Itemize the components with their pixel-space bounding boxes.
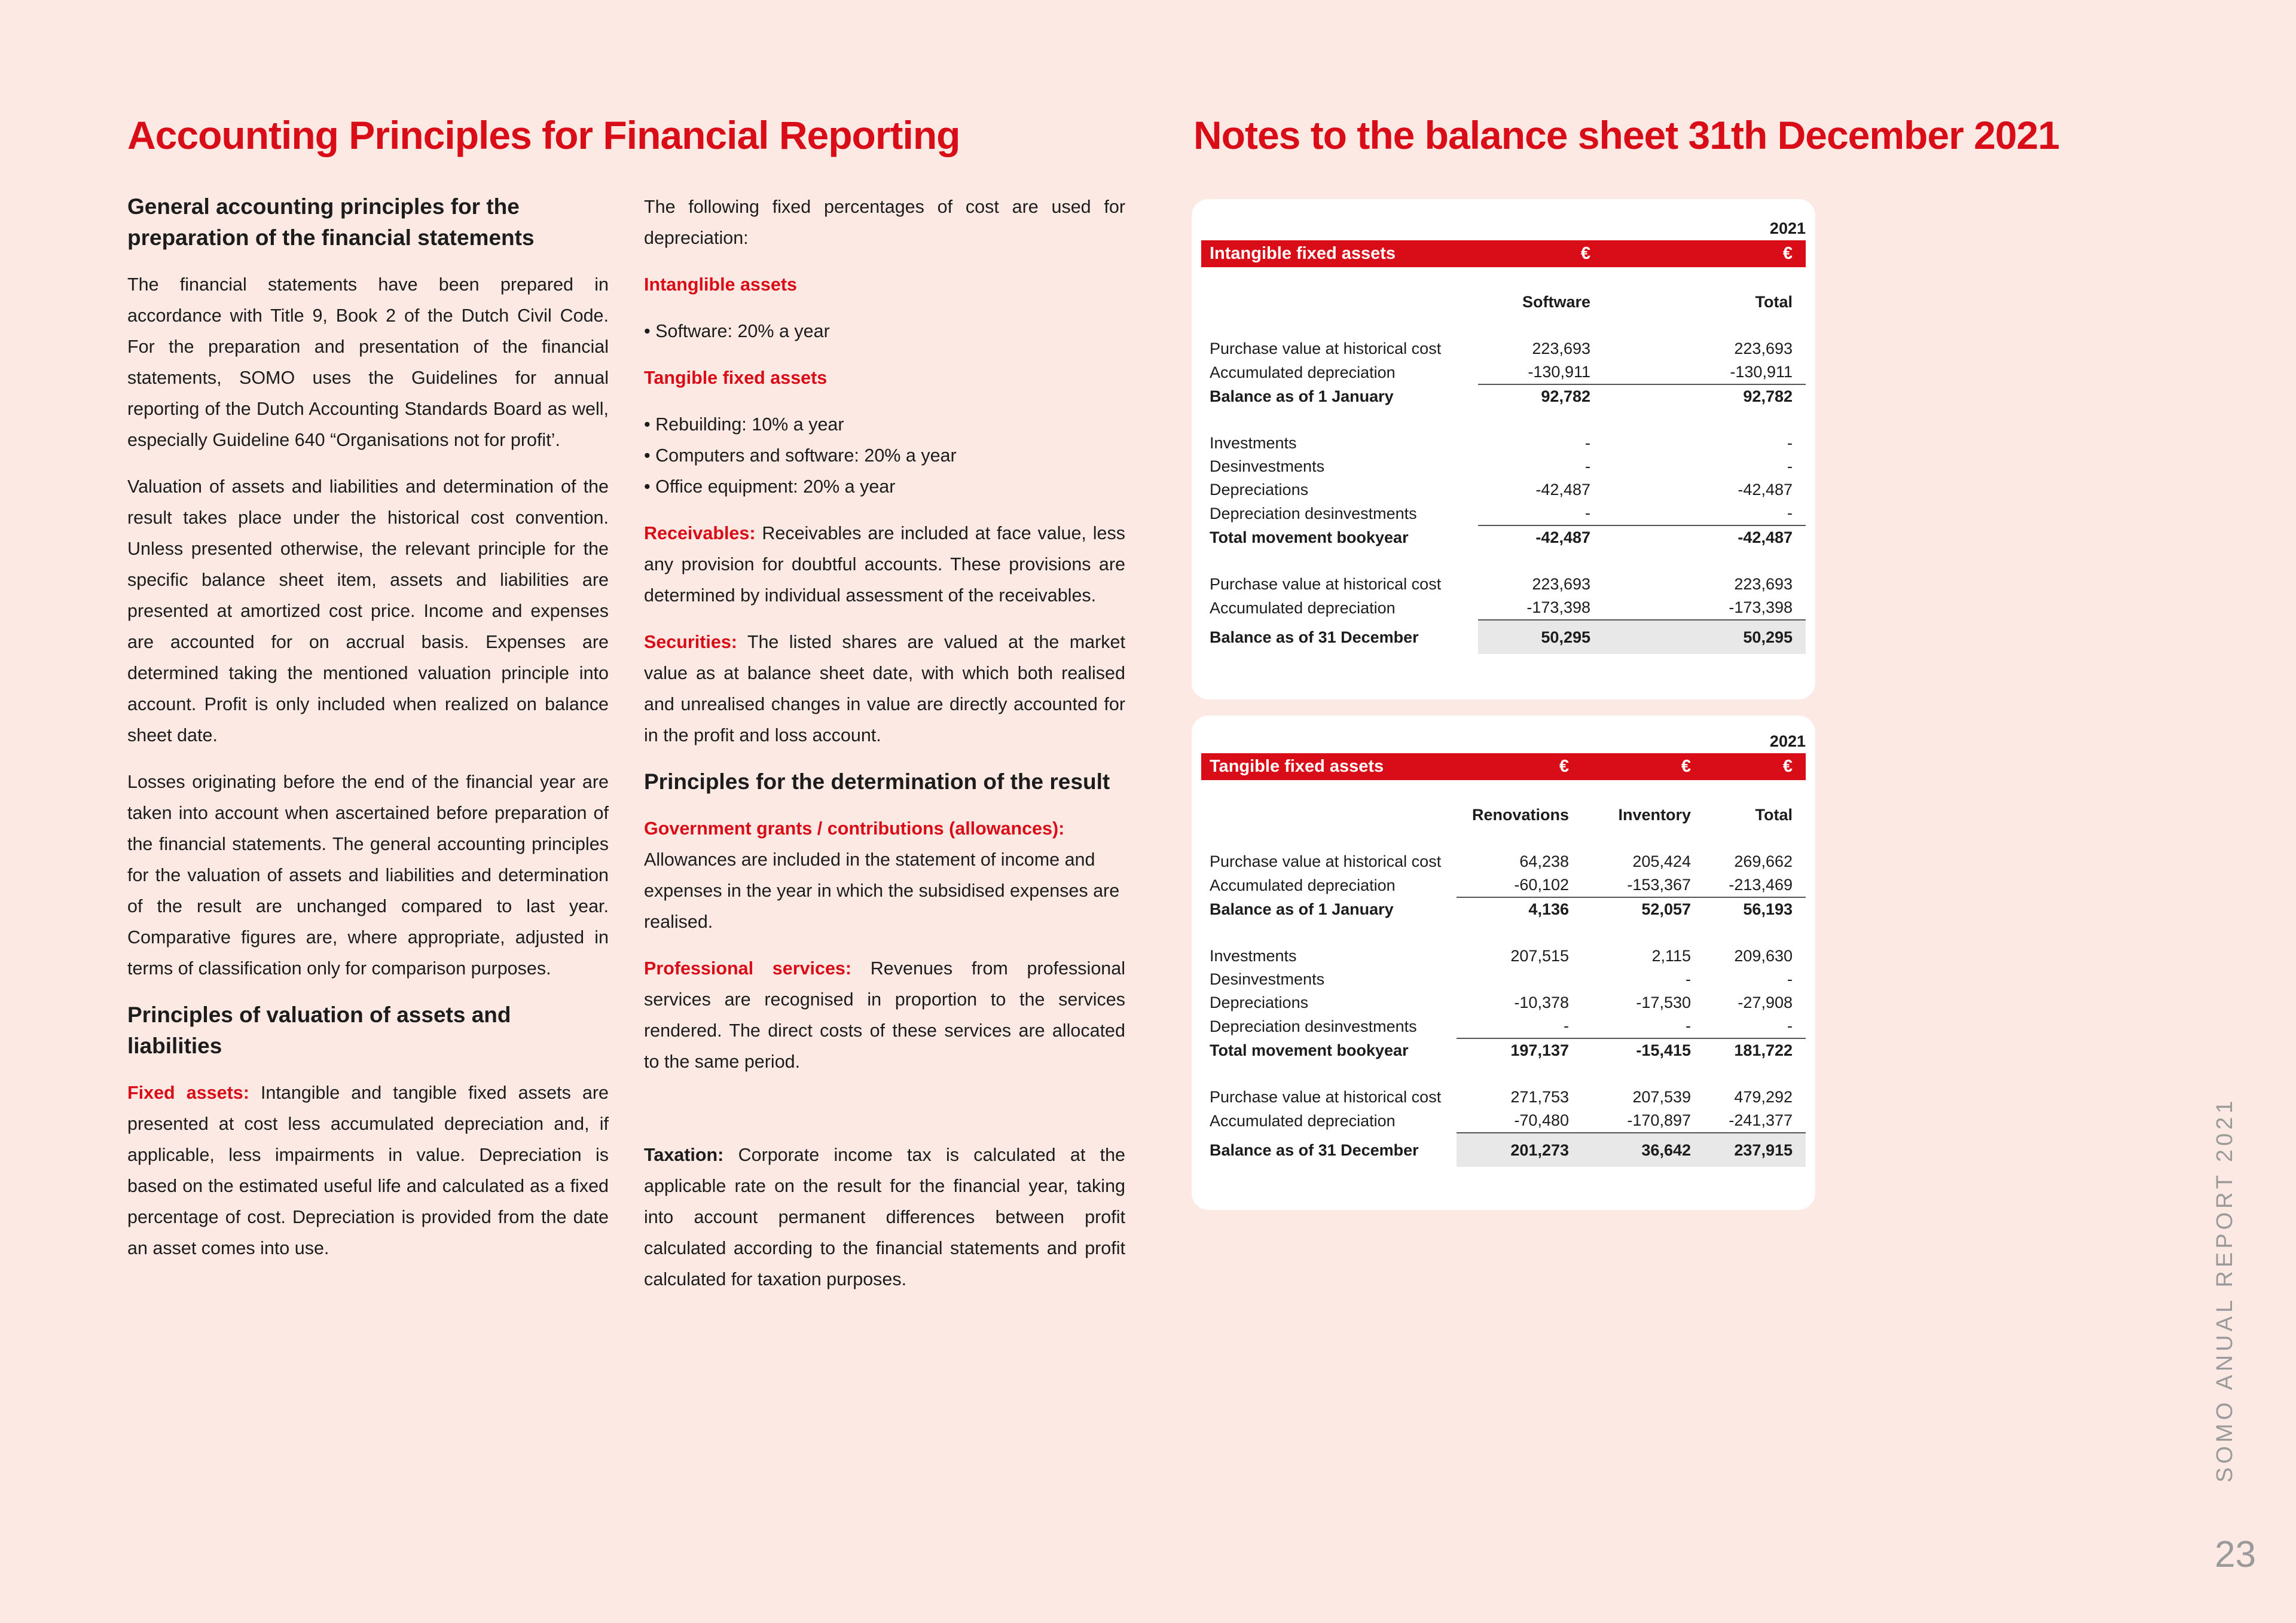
table-row: Total movement bookyear 197,137 -15,415 181,722 bbox=[1210, 1041, 1793, 1059]
column-header-inventory: Inventory bbox=[1618, 806, 1691, 824]
table-row: Purchase value at historical cost 223,693 223,693 bbox=[1210, 575, 1793, 593]
table-row: Purchase value at historical cost 271,753 207,539 479,292 bbox=[1210, 1088, 1793, 1106]
tangible-assets-table bbox=[1201, 730, 1806, 1167]
table-row: Investments 207,515 2,115 209,630 bbox=[1210, 947, 1793, 965]
table-row: Balance as of 31 December 50,295 50,295 bbox=[1201, 620, 1806, 654]
list-item: • Software: 20% a year bbox=[644, 316, 1125, 347]
result-principles-heading: Principles for the determination of the result bbox=[644, 769, 1110, 794]
table-row bbox=[1201, 217, 1806, 240]
table-title: Tangible fixed assets bbox=[1201, 753, 1457, 780]
paragraph-taxation bbox=[644, 1139, 1125, 1295]
tangible-rates-list bbox=[644, 409, 1125, 502]
paragraph-receivables bbox=[644, 518, 1125, 611]
table-row: Purchase value at historical cost 223,693 223,693 bbox=[1210, 340, 1793, 357]
table-row: Accumulated depreciation -173,398 -173,398 bbox=[1201, 596, 1806, 620]
intangible-assets-table bbox=[1201, 217, 1806, 654]
tangible-assets-label: Tangible fixed assets bbox=[644, 368, 828, 388]
column-header-total: Total bbox=[1755, 293, 1793, 311]
page-number: 23 bbox=[2215, 1534, 2256, 1575]
paragraph-civil-code: The financial statements have been prepared in accordance with Title 9, Book 2 of the Dutch Civil Code. For the preparation and presentation of the financial statements, SOMO uses the Guidelines for annual reporting of the Dutch Accounting Standards Board as well, especially Guideline 640 “Organisations not for profit’. bbox=[127, 274, 609, 450]
professional-services-text: Revenues from professional services are recognised in proportion to the services rendered. The direct costs of these services are allocated to the same period. bbox=[644, 958, 1125, 1072]
intangible-assets-label: Intanglible assets bbox=[644, 274, 797, 295]
currency-symbol: € bbox=[1604, 240, 1806, 267]
intangible-assets-card bbox=[1192, 199, 1815, 699]
fixed-assets-text: Intangible and tangible fixed assets are presented at cost less accumulated depreciation and, if applicable, less impairments in value. Depreciation is based on the estimated useful life and calculated as a fixed percentage of cost. Depreciation is provided from the date an asset comes into use. bbox=[127, 1083, 609, 1258]
table-row: Accumulated depreciation -70,480 -170,897 -241,377 bbox=[1201, 1109, 1806, 1133]
right-heading: Notes to the balance sheet 31th December 2021 bbox=[1193, 113, 2059, 157]
fixed-assets-label: Fixed assets: bbox=[127, 1083, 249, 1103]
tangible-assets-card bbox=[1192, 716, 1815, 1210]
currency-symbol: € bbox=[1457, 753, 1582, 780]
general-principles-heading: General accounting principles for the preparation of the financial statements bbox=[127, 194, 535, 250]
valuation-principles-heading: Principles of valuation of assets and liabilities bbox=[127, 1002, 511, 1058]
intangible-rates-list bbox=[644, 316, 1125, 347]
grants-label: Government grants / contributions (allowances): bbox=[644, 818, 1065, 839]
grants-text: Allowances are included in the statement of income and expenses in the year in which the subsidised expenses are realised. bbox=[644, 849, 1120, 932]
table-row: Depreciations -42,487 -42,487 bbox=[1210, 481, 1793, 499]
table-header-row bbox=[1201, 753, 1806, 780]
table-row: Balance as of 31 December 201,273 36,642 237,915 bbox=[1201, 1133, 1806, 1167]
paragraph-securities bbox=[644, 626, 1125, 751]
table-row: Total movement bookyear -42,487 -42,487 bbox=[1210, 528, 1793, 546]
table-row: Depreciation desinvestments - - bbox=[1201, 502, 1806, 525]
paragraph-losses: Losses originating before the end of the financial year are taken into account when ascertained before preparation of the financial statements. The general accounting principles for the valuation of assets and liabilities and determination of the result are unchanged compared to last year. Comparative figures are, where appropriate, adjusted in terms of classification only for comparison purposes. bbox=[127, 772, 609, 979]
table-row: Purchase value at historical cost 64,238 205,424 269,662 bbox=[1210, 852, 1793, 870]
table-row: Accumulated depreciation -130,911 -130,911 bbox=[1201, 360, 1806, 384]
depreciation-intro: The following fixed percentages of cost are used for depreciation: bbox=[644, 197, 1125, 248]
table-row: Accumulated depreciation -60,102 -153,367 -213,469 bbox=[1201, 873, 1806, 897]
paragraph-professional-services bbox=[644, 953, 1125, 1077]
table-title: Intangible fixed assets bbox=[1201, 240, 1478, 267]
table-row: Desinvestments - - bbox=[1210, 457, 1793, 475]
table-row: Depreciation desinvestments - - - bbox=[1201, 1014, 1806, 1038]
receivables-label: Receivables: bbox=[644, 523, 756, 543]
paragraph-fixed-assets bbox=[127, 1077, 609, 1264]
column-header-total: Total bbox=[1755, 806, 1793, 824]
table-row bbox=[1201, 803, 1806, 827]
table-row: Depreciations -10,378 -17,530 -27,908 bbox=[1210, 994, 1793, 1011]
year-label: 2021 bbox=[1769, 219, 1806, 237]
professional-services-label: Professional services: bbox=[644, 958, 852, 979]
paragraph-grants bbox=[644, 813, 1125, 937]
table-row bbox=[1201, 291, 1806, 314]
table-row: Balance as of 1 January 92,782 92,782 bbox=[1210, 387, 1793, 405]
report-side-label: SOMO ANUAL REPORT 2021 bbox=[2212, 1097, 2237, 1483]
securities-label: Securities: bbox=[644, 632, 737, 652]
column-header-renovations: Renovations bbox=[1471, 806, 1569, 824]
currency-symbol: € bbox=[1582, 753, 1704, 780]
left-heading: Accounting Principles for Financial Reporting bbox=[127, 113, 960, 157]
text-column-1 bbox=[127, 191, 609, 1279]
table-header-row bbox=[1201, 240, 1806, 267]
currency-symbol: € bbox=[1478, 240, 1604, 267]
taxation-text: Corporate income tax is calculated at the applicable rate on the result for the financial year, taking into account permanent differences between profit calculated according to the financial statements and profit calculated for taxation purposes. bbox=[644, 1145, 1125, 1289]
text-column-2 bbox=[644, 191, 1125, 1310]
year-label: 2021 bbox=[1769, 732, 1806, 750]
receivables-text: Receivables are included at face value, less any provision for doubtful accounts. These provisions are determined by individual assessment of the receivables. bbox=[644, 523, 1125, 606]
paragraph-valuation: Valuation of assets and liabilities and determination of the result takes place under the historical cost convention. Unless presented otherwise, the relevant principle for the specific balance sheet item, assets and liabilities are presented at amortized cost price. Income and expenses are accounted for on accrual basis. Expenses are determined taking the mentioned valuation principle into account. Profit is only included when realized on balance sheet date. bbox=[127, 476, 609, 745]
table-row: Investments - - bbox=[1210, 434, 1793, 452]
list-item: • Computers and software: 20% a year bbox=[644, 440, 1125, 471]
table-row bbox=[1201, 730, 1806, 753]
table-row: Balance as of 1 January 4,136 52,057 56,193 bbox=[1210, 900, 1793, 918]
list-item: • Rebuilding: 10% a year bbox=[644, 409, 1125, 440]
currency-symbol: € bbox=[1704, 753, 1806, 780]
column-header-software: Software bbox=[1522, 293, 1590, 311]
list-item: • Office equipment: 20% a year bbox=[644, 471, 1125, 502]
table-row: Desinvestments - - bbox=[1210, 970, 1793, 988]
securities-text: The listed shares are valued at the market value as at balance sheet date, with which both realised and unrealised changes in value are directly accounted for in the profit and loss account. bbox=[644, 632, 1125, 745]
taxation-label: Taxation: bbox=[644, 1145, 724, 1165]
